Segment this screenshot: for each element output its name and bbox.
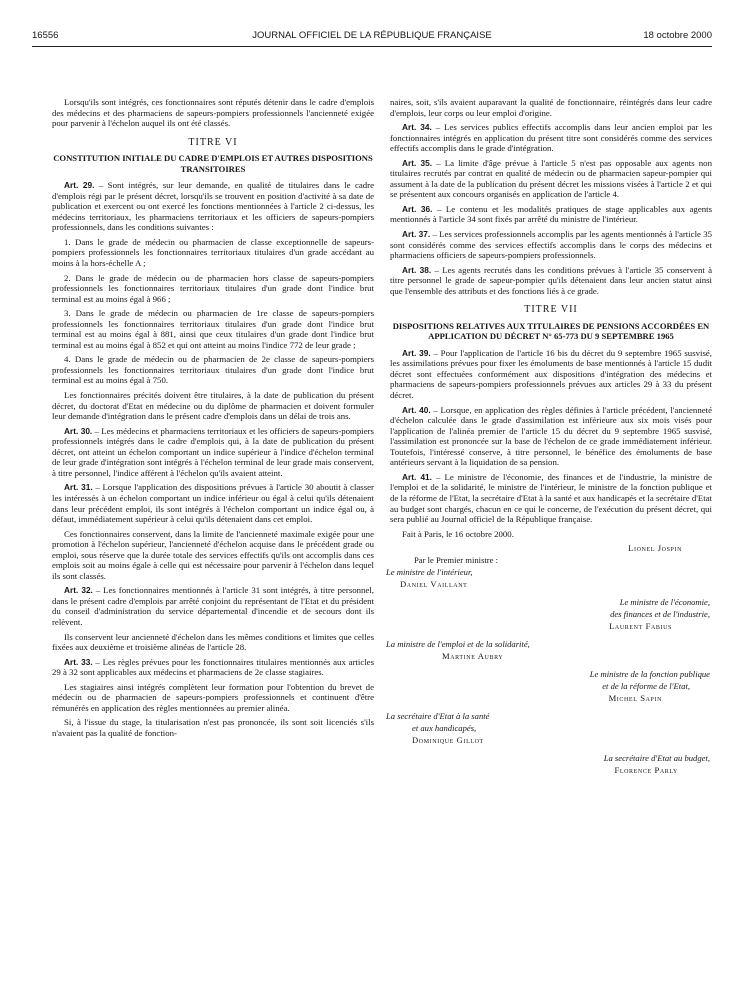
article-38-label: Art. 38.: [402, 264, 432, 275]
min-eco-name-row: [390, 621, 712, 633]
article-40-label: Art. 40.: [402, 404, 431, 415]
fait-a-paris: Fait à Paris, le 16 octobre 2000.: [402, 528, 514, 539]
min-eco-title-2: des finances et de l'industrie,: [610, 609, 710, 620]
titre-vi-heading: TITRE VI: [188, 136, 238, 148]
sec-budget-title: La secrétaire d'Etat au budget,: [603, 753, 710, 764]
intro-paragraph: Lorsqu'ils sont intégrés, ces fonctionnaires sont réputés détenir dans le cadre d'emplois des médecins et des pharmaciens de sapeurs-pompiers professionnels l'ancienneté exigée pour parvenir à l'échelon auquel ils ont été classés.: [52, 97, 374, 129]
article-29-item-1: 1. Dans le grade de médecin ou pharmacien de classe exceptionnelle de sapeurs-pompiers professionnels les fonctionnaires territoriaux titulaires d'un grade accédant au moins à la hors-échelle A ;: [52, 236, 374, 269]
min-emploi-title-row: [386, 639, 712, 651]
article-35-text: – La limite d'âge prévue à l'article 5 n'est pas opposable aux agents non titulaires recrutés par contrat en qualité de médecin ou de pharmacien sapeur-pompier qui assument à la date de la publication du présent décret les missions visées à l'article 2 et qui se présentent aux concours organisés en application de l'article 4.: [390, 157, 712, 200]
sec-budget-name: Florence Parly: [614, 765, 678, 776]
article-34: [390, 122, 712, 154]
article-39: [390, 348, 712, 401]
header-rule: [32, 46, 712, 47]
article-33-label: Art. 33.: [64, 656, 93, 667]
par-premier-ministre: Par le Premier ministre :: [414, 555, 499, 566]
article-29-text: – Sont intégrés, sur leur demande, en qualité de titulaires dans le cadre d'emplois régi par le présent décret, lorsqu'ils se trouvent en position d'activité à sa date de publication et exercent ou ont exercé les fonctions mentionnées à l'article 2 ci-dessus, les médecins territoriaux, les pharmaciens territoriaux et les officiers de sapeurs-pompiers professionnels, dans les conditions suivantes :: [52, 180, 374, 233]
article-32-paragraph-2: Ils conservent leur ancienneté d'échelon dans les mêmes conditions et limites que celles fixées aux deuxième et troisième alinéas de l'article 28.: [52, 631, 374, 653]
issue-date: 18 octobre 2000: [643, 30, 712, 41]
article-29-item-4: 4. Dans le grade de médecin ou de pharmacien de 2e classe de sapeurs-pompiers professionnels les fonctionnaires territoriaux titulaires d'un grade dont l'indice brut terminal est au moins égal à 750.: [52, 354, 374, 386]
min-fp-name: Michel Sapin: [608, 693, 662, 704]
article-33-text: – Les règles prévues pour les fonctionnaires titulaires mentionnés aux articles 29 à 32 sont applicables aux médecins et pharmaciens de 2e classe stagiaires.: [52, 656, 374, 678]
article-33-paragraph-3: Si, à l'issue du stage, la titularisation n'est pas prononcée, ils sont soit licenciés s'ils n'avaient pas la qualité de fonction-: [52, 717, 374, 738]
article-33: [52, 657, 374, 678]
sec-sante-title-2: et aux handicapés,: [412, 723, 477, 734]
article-30-label: Art. 30.: [64, 425, 93, 436]
sec-sante-title1-row: [386, 711, 712, 723]
article-31-paragraph-2: Ces fonctionnaires conservent, dans la limite de l'ancienneté maximale exigée pour une promotion à l'échelon supérieur, l'ancienneté d'échelon acquise dans le précédent grade ou emploi, sous réserve que la durée totale des services effectifs qu'ils ont accomplis dans ces emplois soit au moins égale à celle qui est nécessaire pour parvenir à l'échelon dans lequel ils sont classés.: [52, 528, 374, 581]
min-fp-title1-row: [390, 669, 712, 681]
min-eco-title2-row: [390, 609, 712, 621]
min-interieur-title-row: [386, 567, 712, 579]
min-emploi-name-row: [390, 651, 712, 663]
right-column: [386, 97, 712, 777]
article-31: [52, 482, 374, 524]
article-41-text: – Le ministre de l'économie, des finances et de l'industrie, la ministre de l'emploi et de la solidarité, le ministre de l'intérieur, le ministre de la fonction publique et de la réforme de l'Etat, la secrétaire d'Etat à la santé et aux handicapés et la secrétaire d'Etat au budget sont chargés, chacun en ce qui le concerne, de l'exécution du présent décret, qui sera publié au Journal officiel de la République française.: [390, 471, 712, 525]
sec-sante-title2-row: [390, 723, 712, 735]
min-interieur-name: Daniel Vaillant: [400, 579, 468, 590]
article-36-text: – Le contenu et les modalités pratiques de stage applicables aux agents mentionnés à l'article 34 sont fixés par arrêté du ministre de l'intérieur.: [390, 203, 712, 225]
article-41: [390, 472, 712, 525]
min-interieur-title: Le ministre de l'intérieur,: [386, 567, 473, 578]
min-fp-title2-row: [390, 681, 712, 693]
signatory-name: Lionel Jospin: [628, 543, 682, 554]
min-interieur-name-row: [390, 579, 712, 591]
signature-block-premier: [390, 543, 712, 555]
titre-vii-subtitle: DISPOSITIONS RELATIVES AUX TITULAIRES DE PENSIONS ACCORDÉES EN APPLICATION DU DÉCRET N° 65-773 DU 9 SEPTEMBRE 1965: [392, 320, 710, 342]
article-37-label: Art. 37.: [402, 229, 431, 240]
page-number: 16556: [32, 30, 59, 41]
titre-vii-heading: TITRE VII: [524, 304, 578, 316]
article-37-text: – Les services professionnels accomplis par les agents mentionnés à l'article 35 sont considérés comme des services effectifs accomplis dans le corps des médecins et pharmaciens officiers de sapeurs-pompiers professionnels.: [390, 229, 712, 261]
left-column: [52, 97, 374, 742]
min-eco-title1-row: [390, 597, 712, 609]
continuation-paragraph: naires, soit, s'ils avaient auparavant la qualité de fonctionnaire, réintégrés dans leur cadre d'emplois, leur corps ou leur emploi d'origine.: [390, 97, 712, 118]
min-fp-title-2: et de la réforme de l'Etat,: [602, 681, 690, 692]
sec-sante-name: Dominique Gillot: [412, 735, 484, 746]
article-30-text: – Les médecins et pharmaciens territoriaux et les officiers de sapeurs-pompiers professionnels intégrés dans le cadre d'emplois qui, à la date de publication du présent décret, ont atteint un échelon comportant un indice supérieur à l'indice d'échelon terminal de leur grade d'intégration sont intégrés à l'échelon terminal de leur grade mais conservent, à titre personnel, l'indice afférent à l'échelon qu'ils avaient atteint.: [52, 425, 374, 478]
article-30: [52, 426, 374, 479]
article-31-text: – Lorsque l'application des dispositions prévues à l'article 30 aboutit à classer les intéressés à un échelon comportant un indice inférieur ou égal à celui qu'ils détenaient dans leur précédent emploi, ils sont intégrés à l'échelon comportant un indice égal ou, à défaut, immédiatement supérieur à celui qu'ils détenaient dans cet emploi.: [52, 482, 374, 525]
article-34-label: Art. 34.: [402, 122, 432, 133]
par-premier-ministre-row: [390, 555, 712, 567]
min-fp-title-1: Le ministre de la fonction publique: [589, 669, 710, 680]
article-40: [390, 405, 712, 468]
sec-budget-title-row: [390, 753, 712, 765]
article-37: [390, 229, 712, 261]
min-eco-title-1: Le ministre de l'économie,: [619, 597, 710, 608]
titre-vi-subtitle: CONSTITUTION INITIALE DU CADRE D'EMPLOIS ET AUTRES DISPOSITIONS TRANSITOIRES: [53, 153, 373, 174]
sec-sante-name-row: [390, 735, 712, 747]
article-32: [52, 585, 374, 627]
min-fp-name-row: [390, 693, 712, 705]
article-36-label: Art. 36.: [402, 203, 433, 214]
article-41-label: Art. 41.: [402, 471, 432, 482]
article-32-text: – Les fonctionnaires mentionnés à l'article 31 sont intégrés, à titre personnel, dans le présent cadre d'emplois par arrêté conjoint du représentant de l'Etat et du président du conseil d'administration du service départemental d'incendie et de secours dont ils relèvent.: [52, 585, 374, 627]
article-39-text: – Pour l'application de l'article 16 bis du décret du 9 septembre 1965 susvisé, les assimilations prévues pour fixer les émoluments de base mentionnés à l'article 15 dudit décret sont effectuées conformément aux dispositions d'intégration des médecins et pharmaciens de sapeurs-pompiers professionnels prévues aux articles 29 à 33 du présent décret.: [390, 347, 712, 401]
journal-title: JOURNAL OFFICIEL DE LA RÉPUBLIQUE FRANÇAISE: [252, 30, 492, 41]
article-29-final-paragraph: Les fonctionnaires précités doivent être titulaires, à la date de publication du présent décret, du doctorat d'Etat en médecine ou du diplôme de pharmacien et doivent formuler leur demande d'intégration dans le présent cadre d'emplois dans un délai de trois ans.: [52, 390, 374, 422]
sec-sante-title-1: La secrétaire d'Etat à la santé: [386, 711, 490, 722]
article-29: [52, 180, 374, 233]
article-35-label: Art. 35.: [402, 157, 433, 168]
article-32-label: Art. 32.: [64, 585, 93, 596]
article-38-text: – Les agents recrutés dans les conditions prévues à l'article 35 conservent à titre personnel le grade de sapeur-pompier qu'ils détenaient dans leur ancien statut ainsi que l'ensemble des attributs et des fonctions liés à ce grade.: [390, 264, 712, 296]
article-29-item-3: 3. Dans le grade de médecin ou pharmacien de 1re classe de sapeurs-pompiers professionnels les fonctionnaires territoriaux titulaires d'un grade dont l'indice brut terminal est au moins égal à 881, ainsi que ceux titulaires d'un grade dont l'indice brut terminal est au moins égal à 852 et qui ont atteint au moins l'indice 772 de leur grade ;: [52, 308, 374, 350]
article-39-label: Art. 39.: [402, 347, 431, 358]
article-29-item-2: 2. Dans le grade de médecin ou de pharmacien hors classe de sapeurs-pompiers professionnels les fonctionnaires territoriaux titulaires d'un grade dont l'indice brut terminal est au moins égal à 966 ;: [52, 272, 374, 304]
article-33-paragraph-2: Les stagiaires ainsi intégrés complètent leur formation pour l'obtention du brevet de médecin ou de pharmacien de sapeurs-pompiers professionnels et continuent d'être rémunérés en application des règles mentionnées au premier alinéa.: [52, 681, 374, 713]
sec-budget-name-row: [390, 765, 712, 777]
min-emploi-name: Martine Aubry: [442, 651, 504, 662]
article-29-label: Art. 29.: [64, 180, 95, 191]
page-header: [32, 30, 712, 44]
article-36: [390, 204, 712, 225]
min-eco-name: Laurent Fabius: [609, 621, 672, 632]
article-34-text: – Les services publics effectifs accomplis dans leur ancien emploi par les fonctionnaires intégrés en application du présent titre sont considérés comme des services effectifs accomplis dans le grade d'intégration.: [390, 122, 712, 154]
article-35: [390, 158, 712, 200]
min-emploi-title: La ministre de l'emploi et de la solidarité,: [386, 639, 530, 650]
article-40-text: – Lorsque, en application des règles définies à l'article précédent, l'ancienneté d'échelon calculée dans le grade d'assimilation est inférieure aux six mois visés pour l'application de l'alinéa premier de l'article 15 du décret du 9 septembre 1965 susvisé, l'assimilation est prononcée sur la base de l'échelon de ce grade immédiatement inférieur. Toutefois, l'intéressé conserve, à titre personnel, le bénéfice des émoluments de base antérieurs servant à la liquidation de sa pension.: [390, 404, 712, 468]
article-38: [390, 265, 712, 297]
article-31-label: Art. 31.: [64, 482, 93, 493]
